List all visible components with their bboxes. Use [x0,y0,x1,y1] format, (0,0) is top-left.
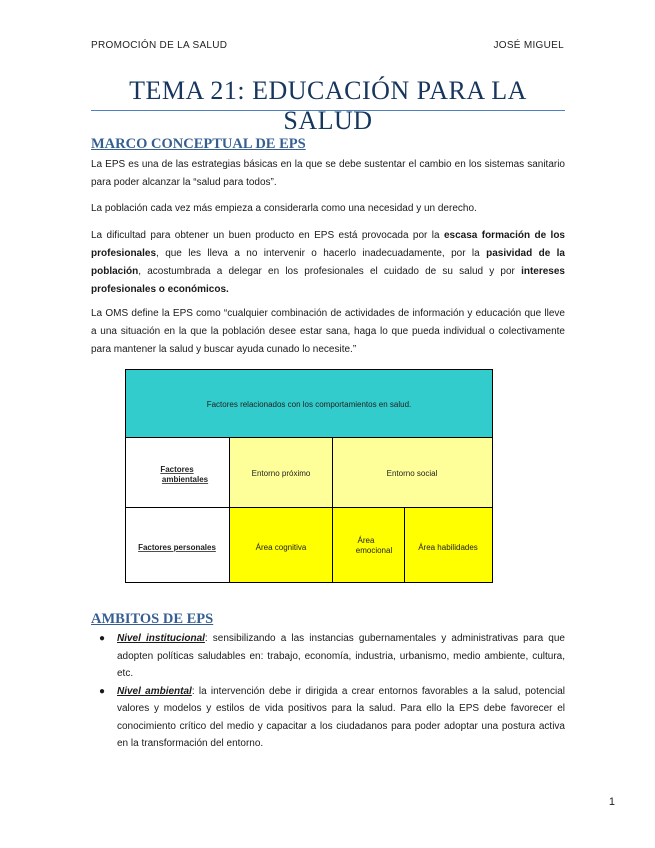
list-item-term: Nivel ambiental [117,685,192,697]
difficulty-text-a: La dificultad para obtener un buen producto en EPS está provocada por la [91,230,444,241]
list-item-text: : sensibilizando a las instancias gubernamentales y administrativas para que adopten políticas saludables en: trabajo, economía, industria, urbanismo, medio ambiente, cultura, etc. [117,633,565,679]
section-heading-marco: MARCO CONCEPTUAL DE EPS [91,136,306,152]
section-heading-ambitos: AMBITOS DE EPS [91,611,214,627]
difficulty-text-c: , que les lleva a no intervenir o hacerlo inadecuadamente, por la [156,248,487,259]
factors-diagram [125,369,493,583]
page-title: TEMA 21: EDUCACIÓN PARA LA SALUD [129,76,527,135]
page-number: 1 [608,796,615,808]
ambitos-list [91,630,565,753]
list-item [91,630,565,683]
list-item-term: Nivel institucional [117,633,205,644]
label-factores-personales: Factores personales [138,543,216,552]
label-area-emocional-1: Área [357,536,375,545]
label-area-cognitiva: Área cognitiva [255,543,307,552]
health-behaviour-factors-figure [125,369,493,583]
running-header-left: PROMOCIÓN DE LA SALUD [91,40,228,51]
label-factores-ambientales-2: ambientales [161,475,209,484]
paragraph-oms-definition: La OMS define la EPS como “cualquier combinación de actividades de información y educación que lleve a una situación en la que la población desee estar sana, haga lo que pueda individual o colectivamente para mantener la salud y buscar ayuda cunado lo necesite.” [91,308,565,355]
difficulty-text-e: , acostumbrada a delegar en los profesionales el cuidado de su salud y por [138,266,522,277]
running-header-right: JOSÉ MIGUEL [493,40,564,51]
paragraph-difficulty [91,227,565,299]
cell-area-emocional [333,508,405,583]
label-entorno-social: Entorno social [386,469,438,478]
figure-top-title: Factores relacionados con los comportamientos en salud. [206,400,412,409]
list-item [91,683,565,753]
label-entorno-proximo: Entorno próximo [251,469,311,478]
label-area-habilidades: Área habilidades [418,543,478,552]
list-item-text: : la intervención debe ir dirigida a crear entornos favorables a la salud, potencial valores y modelos y estilos de vida positivos para la salud. Para ello la EPS debe favorecer el conocimiento crítico del medio y capacitar a los ciudadanos para poder adoptar una postura activa en la transformación del entorno. [117,685,565,749]
label-factores-ambientales-1: Factores [160,465,194,474]
paragraph-population: La población cada vez más empieza a considerarla como una necesidad y un derecho. [91,203,477,214]
bullet-icon: ● [99,685,106,697]
paragraph-eps-strategy: La EPS es una de las estrategias básicas en la que se debe sustentar el cambio en los sistemas sanitario para poder alcanzar la “salud para todos”. [91,159,565,188]
label-area-emocional-2: emocional [355,546,393,555]
bullet-icon: ● [99,633,106,644]
difficulty-bold-interests: intereses profesionales o económicos. [91,266,565,295]
difficulty-bold-formation: escasa formación de los profesionales [91,230,565,259]
title-underline [91,110,565,111]
difficulty-bold-passivity: pasividad de la población [91,248,565,277]
